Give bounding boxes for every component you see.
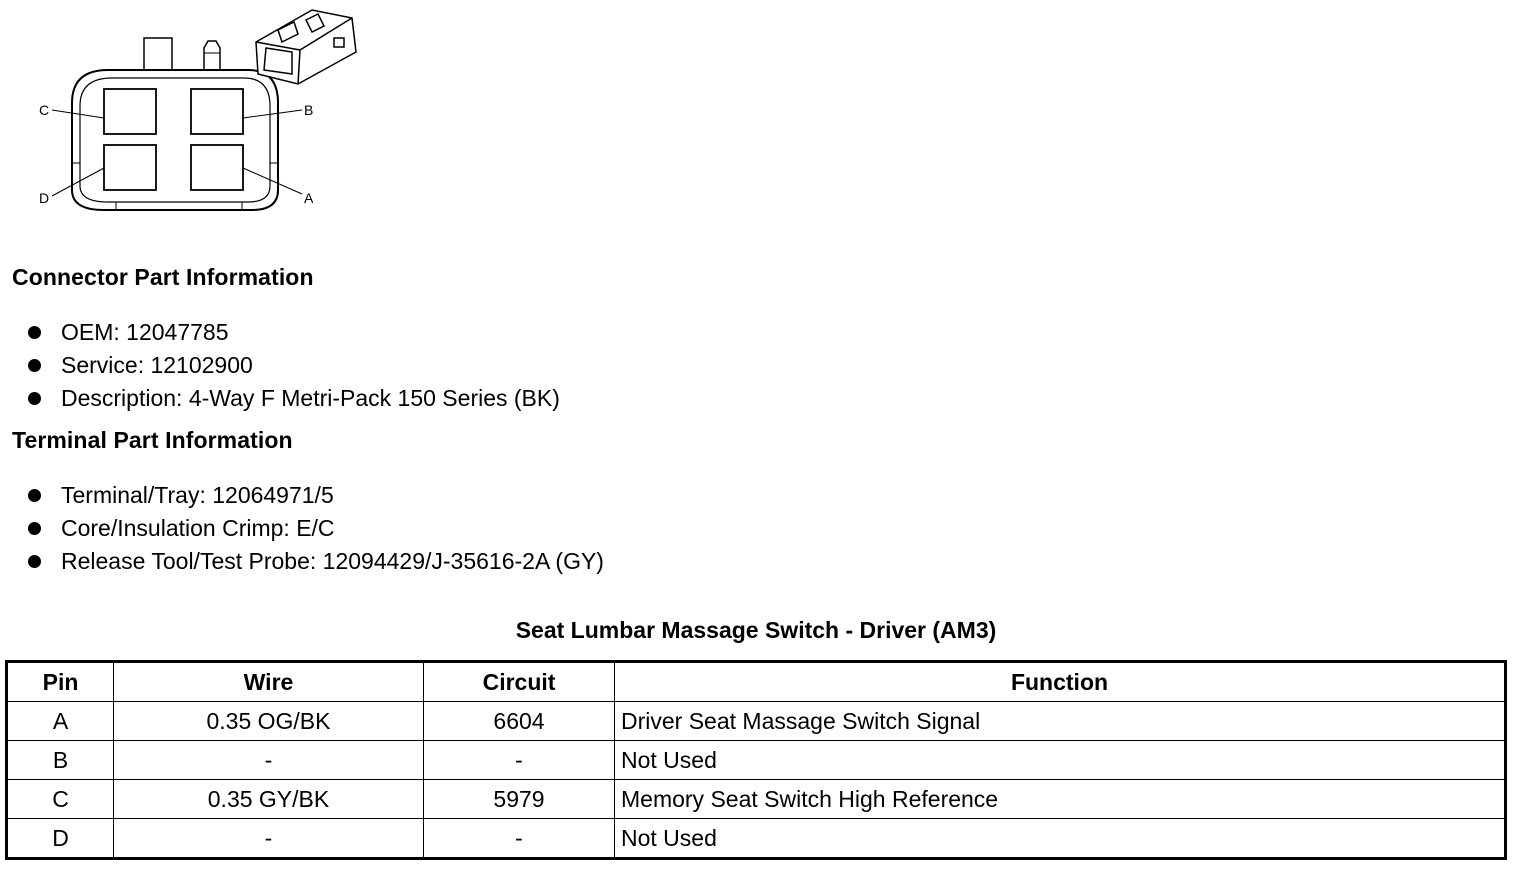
wire-cell: - [114, 819, 424, 859]
terminal-part-list [28, 479, 604, 578]
column-header-pin: Pin [7, 662, 114, 702]
pin-label-d: D [39, 190, 50, 206]
function-cell: Driver Seat Massage Switch Signal [615, 702, 1506, 741]
table-row [7, 819, 1506, 859]
table-row [7, 780, 1506, 819]
table-title: Seat Lumbar Massage Switch - Driver (AM3) [515, 617, 997, 643]
pin-label-b: B [304, 102, 314, 118]
pin-cell: D [7, 819, 114, 859]
wire-cell: 0.35 OG/BK [114, 702, 424, 741]
function-cell: Memory Seat Switch High Reference [615, 780, 1506, 819]
connector-part-list [28, 316, 560, 415]
connector-part-heading: Connector Part Information [12, 264, 314, 290]
cavity-a [191, 145, 243, 190]
connector-3d-view [256, 10, 356, 84]
bullet-icon [28, 359, 41, 372]
list-item: Terminal/Tray: 12064971/5 [28, 479, 604, 512]
connector-body [72, 70, 278, 210]
column-header-wire: Wire [114, 662, 424, 702]
circuit-cell: - [424, 819, 615, 859]
bullet-icon [28, 489, 41, 502]
list-item: OEM: 12047785 [28, 316, 560, 349]
column-header-circuit: Circuit [424, 662, 615, 702]
table-row [7, 702, 1506, 741]
table-header-row [7, 662, 1506, 702]
bullet-icon [28, 392, 41, 405]
terminal-part-heading: Terminal Part Information [12, 427, 293, 453]
connector-diagram [30, 8, 370, 218]
circuit-cell: 5979 [424, 780, 615, 819]
pin-label-a: A [304, 190, 314, 206]
circuit-cell: 6604 [424, 702, 615, 741]
cavity-b [191, 89, 243, 134]
bullet-icon [28, 522, 41, 535]
wire-cell: - [114, 741, 424, 780]
function-cell: Not Used [615, 741, 1506, 780]
pin-cell: A [7, 702, 114, 741]
function-cell: Not Used [615, 819, 1506, 859]
latch-tab [144, 38, 172, 74]
bullet-icon [28, 555, 41, 568]
cavity-d [104, 145, 156, 190]
list-item: Service: 12102900 [28, 349, 560, 382]
pin-cell: C [7, 780, 114, 819]
pinout-table [5, 660, 1507, 860]
pin-cell: B [7, 741, 114, 780]
list-item: Description: 4-Way F Metri-Pack 150 Series (BK) [28, 382, 560, 415]
cavity-c [104, 89, 156, 134]
circuit-cell: - [424, 741, 615, 780]
bullet-icon [28, 326, 41, 339]
column-header-function: Function [615, 662, 1506, 702]
pin-label-c: C [39, 102, 50, 118]
wire-cell: 0.35 GY/BK [114, 780, 424, 819]
table-row [7, 741, 1506, 780]
list-item: Release Tool/Test Probe: 12094429/J-35616-2A (GY) [28, 545, 604, 578]
list-item: Core/Insulation Crimp: E/C [28, 512, 604, 545]
